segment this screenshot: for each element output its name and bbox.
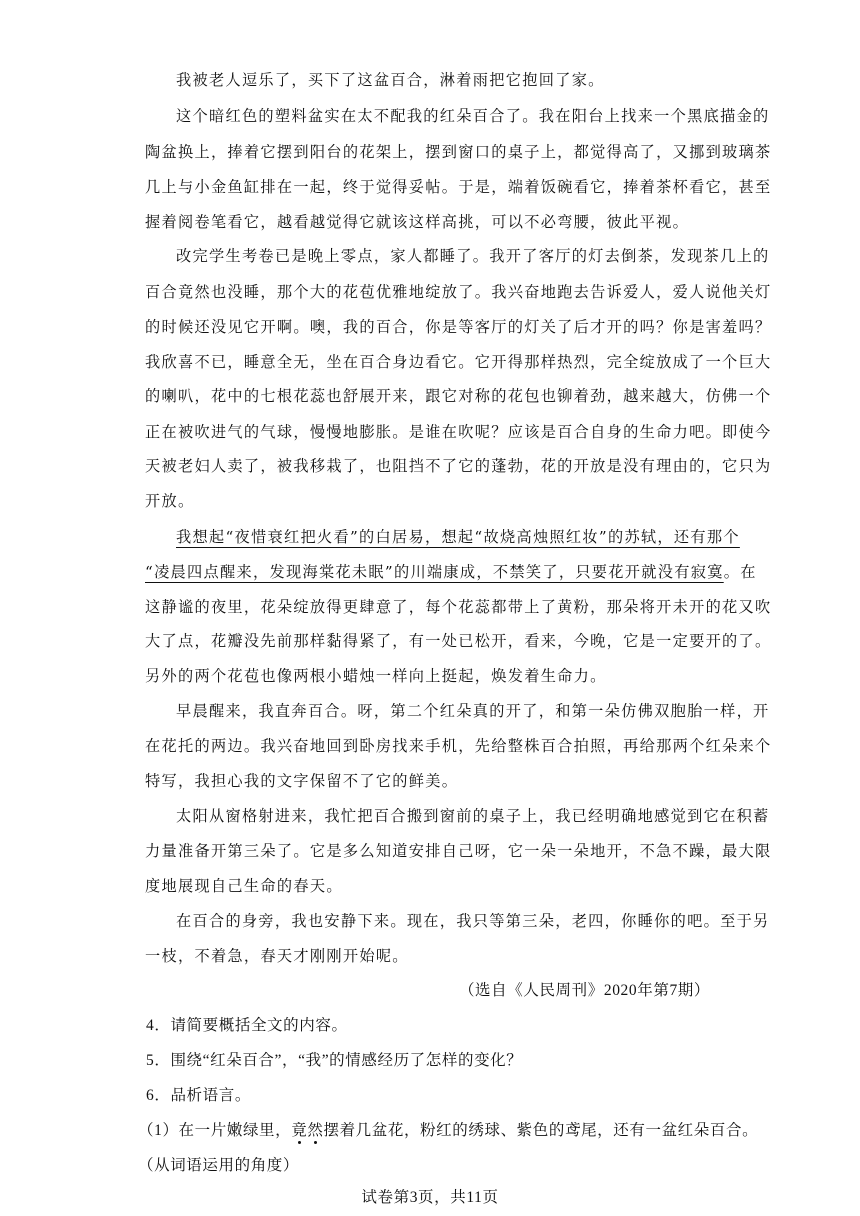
underlined-quote-part-2: “凌晨四点醒来，发现海棠花未眠”的川端康成，不禁笑了，只要花开就没有寂寞: [145, 563, 724, 581]
paragraph-6-line-1: 太阳从窗格射进来，我忙把百合搬到窗前的桌子上，我已经明确地感觉到它在积蓄: [176, 807, 770, 825]
paragraph-4-line-2: [145, 562, 757, 582]
paragraph-3-line-5: 的喇叭，花中的七根花蕊也舒展开来，跟它对称的花包也铆着劲，越来越大，仿佛一个: [145, 387, 772, 405]
underlined-quote-part-1: 我想起“夜惜衰红把火看”的白居易，想起“故烧高烛照红妆”的苏轼，还有那个: [176, 528, 740, 546]
paragraph-3-line-7: 天被老妇人卖了，被我移栽了，也阻挡不了它的蓬勃，花的开放是没有理由的，它只为: [145, 457, 772, 475]
paragraph-4-line-3: 这静谧的夜里，花朵绽放得更肆意了，每个花蕊都带上了黄粉，那朵将开未开的花又吹: [145, 598, 772, 616]
paragraph-3-line-1: 改完学生考卷已是晚上零点，家人都睡了。我开了客厅的灯去倒茶，发现茶几上的: [176, 247, 770, 265]
question-6-1-suffix: 摆着几盆花，粉红的绣球、紫色的鸢尾，还有一盆红朵百合。: [323, 1122, 759, 1139]
paragraph-2-line-3: 几上与小金鱼缸排在一起，终于觉得妥帖。于是，端着饭碗看它，捧着茶杯看它，甚至: [145, 178, 772, 196]
paragraph-6-line-2: 力量准备开第三朵了。它是多么知道安排自己呀，它一朵一朵地开，不急不躁，最大限: [145, 842, 772, 860]
question-6-1: [138, 1121, 758, 1141]
paragraph-5-line-3: 特写，我担心我的文字保留不了它的鲜美。: [145, 772, 459, 790]
paragraph-5-line-2: 在花托的两边。我兴奋地回到卧房找来手机，先给整株百合拍照，再给那两个红朵来个: [145, 737, 772, 755]
paragraph-2-line-1: 这个暗红色的塑料盆实在太不配我的红朵百合了。我在阳台上找来一个黑底描金的: [176, 107, 770, 125]
paragraph-3-line-2: 百合竟然也没睡，那个大的花苞优雅地绽放了。我兴奋地跑去告诉爱人，爱人说他关灯: [145, 283, 772, 301]
paragraph-4-line-5: 另外的两个花苞也像两根小蜡烛一样向上挺起，焕发着生命力。: [145, 667, 607, 685]
paragraph-3-line-6: 正在被吹进气的气球，慢慢地膨胀。是谁在吹呢？应该是百合自身的生命力吧。即使今: [145, 423, 772, 441]
paragraph-1-line-1: 我被老人逗乐了，买下了这盆百合，淋着雨把它抱回了家。: [176, 71, 605, 89]
emphasis-dot-char-1: 竟: [291, 1122, 308, 1139]
paragraph-3-line-8: 开放。: [145, 492, 195, 510]
paragraph-2-line-2: 陶盆换上，捧着它摆到阳台的花架上，摆到窗口的桌子上，都觉得高了，又挪到玻璃茶: [145, 143, 772, 161]
question-6-1-prefix: （1）在一片嫩绿里，: [138, 1122, 292, 1139]
paragraph-7-line-1: 在百合的身旁，我也安静下来。现在，我只等第三朵，老四，你睡你的吧。至于另: [176, 912, 770, 930]
question-6-1-hint: （从词语运用的角度）: [138, 1157, 300, 1174]
question-4: 4．请简要概括全文的内容。: [146, 1017, 348, 1034]
paragraph-4-line-2-tail: 。在: [723, 563, 757, 581]
paragraph-3-line-4: 我欣喜不已，睡意全无，坐在百合身边看它。它开得那样热烈，完全绽放成了一个巨大: [145, 353, 772, 371]
paragraph-7-line-2: 一枝，不着急，春天才刚刚开始呢。: [145, 947, 409, 965]
paragraph-6-line-3: 度地展现自己生命的春天。: [145, 877, 343, 895]
paragraph-2-line-4: 握着阅卷笔看它，越看越觉得它就该这样高挑，可以不必弯腰，彼此平视。: [145, 213, 690, 231]
paragraph-4-line-4: 大了点，花瓣没先前那样黏得紧了，有一处已松开，看来，今晚，它是一定要开的了。: [145, 632, 772, 650]
paragraph-4-line-1: [176, 527, 740, 547]
emphasis-dot-char-2: 然: [307, 1122, 324, 1139]
paragraph-3-line-3: 的时候还没见它开啊。噢，我的百合，你是等客厅的灯关了后才开的吗？你是害羞吗？: [145, 318, 772, 336]
paragraph-5-line-1: 早晨醒来，我直奔百合。呀，第二个红朵真的开了，和第一朵仿佛双胞胎一样，开: [176, 702, 770, 720]
question-5: 5．围绕“红朵百合”，“我”的情感经历了怎样的变化？: [146, 1052, 523, 1069]
question-6: 6．品析语言。: [146, 1087, 251, 1104]
page-footer: 试卷第3页，共11页: [361, 1189, 499, 1206]
source-citation: （选自《人民周刊》2020年第7期）: [458, 982, 710, 999]
